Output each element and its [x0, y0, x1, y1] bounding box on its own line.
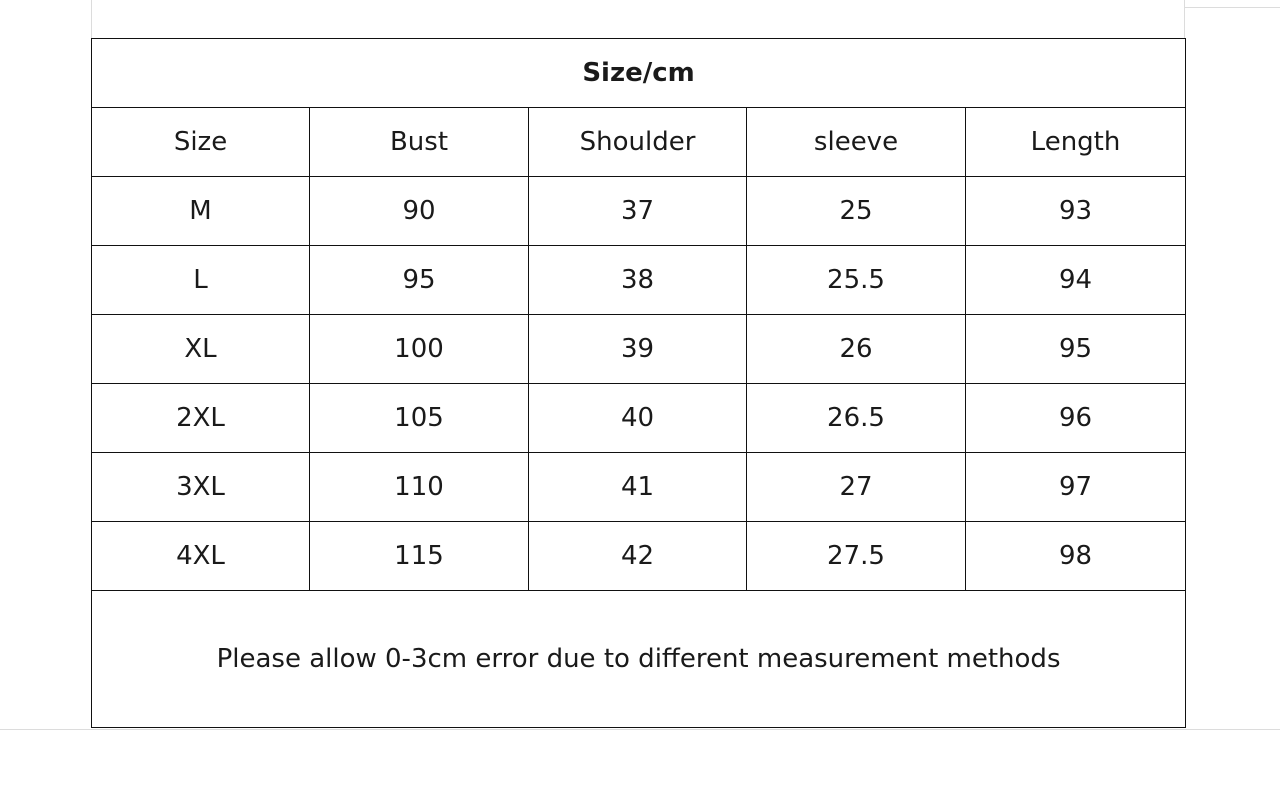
table-title-row	[92, 39, 1186, 108]
table-cell: 25.5	[747, 246, 966, 315]
guide-line	[91, 0, 92, 38]
table-cell: 3XL	[92, 453, 310, 522]
table-cell: 100	[310, 315, 529, 384]
table-cell: 27	[747, 453, 966, 522]
table-row	[92, 522, 1186, 591]
table-cell: 4XL	[92, 522, 310, 591]
table-cell: 90	[310, 177, 529, 246]
table-cell: L	[92, 246, 310, 315]
table-cell: 39	[529, 315, 747, 384]
table-cell: 110	[310, 453, 529, 522]
table-cell: 41	[529, 453, 747, 522]
table-row	[92, 453, 1186, 522]
table-cell: 95	[966, 315, 1186, 384]
table-cell: 97	[966, 453, 1186, 522]
table-cell: 40	[529, 384, 747, 453]
table-note-row	[92, 591, 1186, 728]
table-title: Size/cm	[92, 39, 1186, 108]
size-chart-table	[91, 38, 1186, 728]
column-header: sleeve	[747, 108, 966, 177]
table-cell: 42	[529, 522, 747, 591]
table-cell: M	[92, 177, 310, 246]
column-header: Size	[92, 108, 310, 177]
guide-line	[0, 729, 1280, 730]
table-cell: 95	[310, 246, 529, 315]
column-header: Bust	[310, 108, 529, 177]
table-cell: 93	[966, 177, 1186, 246]
table-cell: 25	[747, 177, 966, 246]
table-row	[92, 315, 1186, 384]
table-cell: 115	[310, 522, 529, 591]
table-cell: 37	[529, 177, 747, 246]
table-cell: 27.5	[747, 522, 966, 591]
table-cell: 26	[747, 315, 966, 384]
guide-line	[1184, 7, 1280, 8]
table-row	[92, 384, 1186, 453]
table-cell: 98	[966, 522, 1186, 591]
measurement-note: Please allow 0-3cm error due to different measurement methods	[92, 591, 1186, 728]
column-header: Length	[966, 108, 1186, 177]
table-cell: 96	[966, 384, 1186, 453]
table-cell: 26.5	[747, 384, 966, 453]
column-header: Shoulder	[529, 108, 747, 177]
table-cell: 105	[310, 384, 529, 453]
table-row	[92, 177, 1186, 246]
guide-line	[1184, 0, 1185, 38]
table-cell: 38	[529, 246, 747, 315]
table-header-row	[92, 108, 1186, 177]
table-cell: 94	[966, 246, 1186, 315]
table-row	[92, 246, 1186, 315]
table-cell: 2XL	[92, 384, 310, 453]
table-cell: XL	[92, 315, 310, 384]
